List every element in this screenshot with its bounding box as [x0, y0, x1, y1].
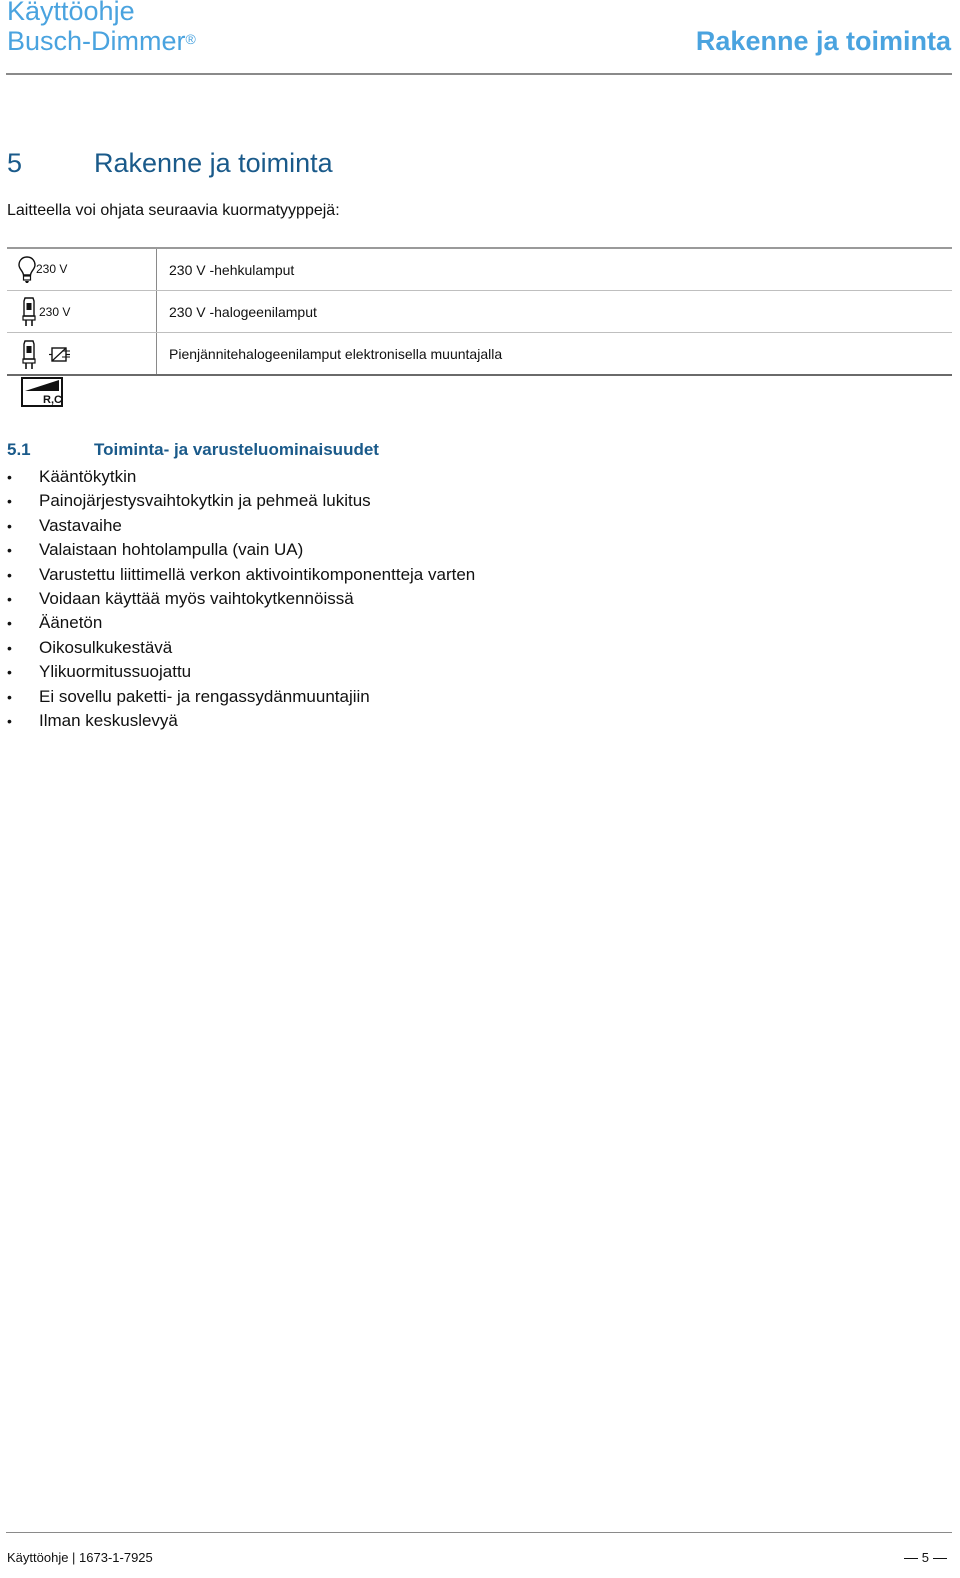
- bullet: •: [7, 615, 12, 632]
- list-item: [0, 685, 475, 709]
- icon-cell: [7, 291, 157, 333]
- icon-cell: [7, 333, 157, 376]
- icon-cell: [7, 248, 157, 291]
- table-row: [7, 248, 952, 291]
- feature-text: Kääntökytkin: [39, 467, 137, 486]
- feature-text: Ilman keskuslevyä: [39, 710, 178, 730]
- bullet: •: [7, 688, 12, 705]
- product-name-text: Busch-Dimmer: [7, 26, 186, 56]
- bullet: •: [7, 493, 12, 510]
- subsection-title: Toiminta- ja varusteluominaisuudet: [94, 440, 379, 459]
- bullet: •: [7, 639, 12, 656]
- section-title: Rakenne ja toiminta: [94, 148, 333, 178]
- electronic-transformer-icon: [48, 345, 72, 365]
- footer-doc-id: Käyttöohje | 1673-1-7925: [7, 1550, 153, 1565]
- page-dash: [904, 1558, 918, 1559]
- list-item: [0, 489, 475, 513]
- voltage-label: 230 V: [39, 305, 71, 319]
- list-item: [0, 587, 475, 611]
- page-dash: [933, 1558, 947, 1559]
- voltage-label: 230 V: [36, 262, 68, 276]
- feature-text: Ylikuormitussuojattu: [39, 662, 192, 682]
- table-row: [7, 291, 952, 333]
- section-intro: Laitteella voi ohjata seuraavia kuormatyyppejä:: [7, 202, 340, 219]
- feature-text: Vastavaihe: [39, 515, 122, 535]
- page-number: 5: [921, 1550, 929, 1565]
- list-item: [0, 611, 475, 635]
- bullet: •: [7, 517, 12, 534]
- low-voltage-halogen-icon: [20, 339, 38, 371]
- table-row: [7, 333, 952, 376]
- list-item: [0, 709, 475, 733]
- list-item: [0, 514, 475, 538]
- incandescent-bulb-icon: [17, 255, 37, 285]
- feature-list: [0, 465, 475, 733]
- footer-rule: [6, 1532, 952, 1533]
- feature-text: Painojärjestysvaihtokytkin ja pehmeä lukitus: [39, 491, 371, 511]
- bullet: •: [7, 590, 12, 607]
- product-name: [7, 26, 196, 56]
- bullet: •: [7, 566, 12, 583]
- list-item: [0, 465, 475, 489]
- bullet: •: [7, 712, 12, 729]
- registered-mark: ®: [185, 31, 196, 47]
- footer-page-number: [900, 1550, 951, 1565]
- bullet: •: [7, 469, 12, 485]
- feature-text: Valaistaan hohtolampulla (vain UA): [39, 540, 304, 560]
- feature-text: Ei sovellu paketti- ja rengassydänmuuntajiin: [39, 686, 370, 706]
- list-item: [0, 563, 475, 587]
- load-type-text: 230 V -hehkulamput: [157, 248, 953, 291]
- feature-text: Oikosulkukestävä: [39, 637, 173, 657]
- halogen-lamp-icon: [20, 296, 38, 328]
- document-type: Käyttöohje: [7, 0, 135, 26]
- feature-text: Äänetön: [39, 613, 103, 633]
- header-section-title: Rakenne ja toiminta: [695, 26, 951, 56]
- feature-text: Varustettu liittimellä verkon aktivointikomponentteja varten: [39, 564, 476, 584]
- load-type-text: 230 V -halogeenilamput: [157, 291, 953, 333]
- list-item: [0, 538, 475, 562]
- bullet: •: [7, 664, 12, 681]
- subsection-number: 5.1: [7, 440, 31, 459]
- rc-icon-label: R,C: [43, 394, 62, 406]
- list-item: [0, 660, 475, 684]
- load-type-text: Pienjännitehalogeenilamput elektronisella muuntajalla: [157, 333, 953, 376]
- feature-text: Voidaan käyttää myös vaihtokytkennöissä: [39, 588, 354, 608]
- bullet: •: [7, 542, 12, 559]
- load-types-table: [7, 247, 952, 376]
- header-rule: [6, 73, 952, 75]
- rc-load-icon: [21, 377, 63, 407]
- list-item: [0, 636, 475, 660]
- section-number: 5: [7, 148, 23, 178]
